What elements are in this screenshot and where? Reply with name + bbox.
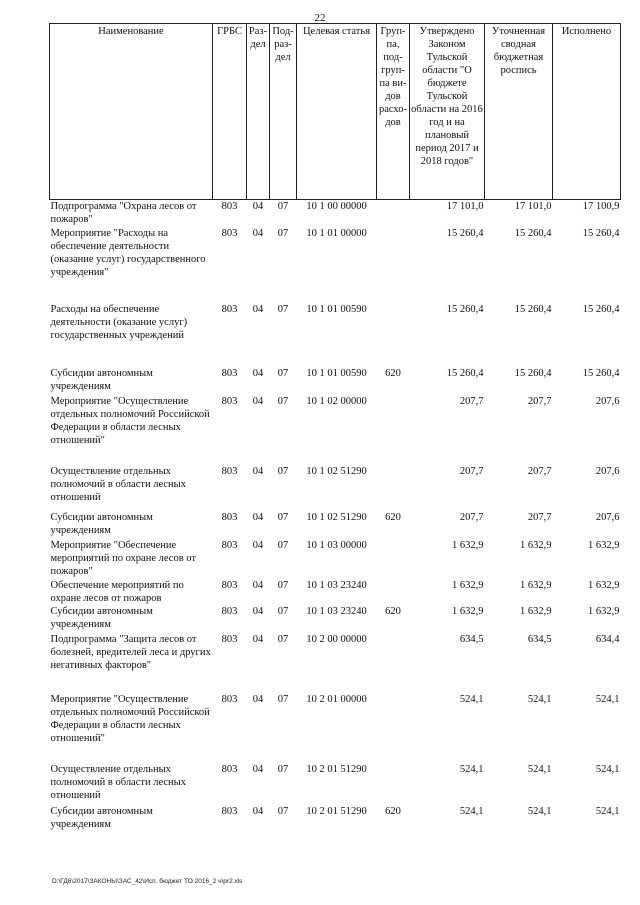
row-approved-cell: 207,7: [459, 511, 484, 523]
row-grbs-cell: 803: [221, 605, 238, 617]
row-razdel-cell: 04: [252, 539, 264, 551]
row-executed-cell: 524,1: [595, 805, 620, 817]
row-grbs-cell: 803: [221, 511, 238, 523]
row-grbs-cell: 803: [221, 693, 238, 705]
row-approved-cell: 15 260,4: [446, 227, 484, 239]
row-executed-cell: 15 260,4: [582, 227, 620, 239]
row-approved-cell: 524,1: [459, 805, 484, 817]
row-vr-cell: 620: [385, 511, 401, 523]
row-target-cell: 10 2 01 51290: [306, 805, 367, 817]
row-podrazdel-cell: 07: [277, 693, 289, 705]
row-approved-cell: 15 260,4: [446, 303, 484, 315]
column-header-target: Целевая статья: [297, 24, 377, 200]
row-name-cell: Субсидии автономным учреждениям: [50, 805, 153, 830]
row-refined-cell: 1 632,9: [520, 605, 552, 617]
row-razdel-cell: 04: [252, 227, 264, 239]
row-target-cell: 10 1 01 00000: [306, 227, 367, 239]
row-approved-cell: 17 101,0: [446, 201, 484, 212]
row-vr-cell: [377, 693, 410, 763]
row-vr-cell: [377, 633, 410, 693]
row-podrazdel-cell: 07: [277, 605, 289, 617]
row-grbs-cell: 803: [221, 805, 238, 817]
row-approved-cell: 207,7: [459, 395, 484, 407]
row-podrazdel-cell: 07: [277, 763, 289, 775]
row-name-cell: Подпрограмма "Охрана лесов от пожаров": [50, 201, 197, 225]
row-podrazdel-cell: 07: [277, 805, 289, 817]
row-target-cell: 10 2 01 51290: [306, 763, 367, 775]
footer-file-path: D:\ГД6\2017\ЗАКОНЫ\ЗАС_42\Исп. бюджет ТО 2016_2 ч\pr2.xls: [52, 878, 243, 885]
row-grbs-cell: 803: [221, 539, 238, 551]
row-vr-cell: 620: [385, 805, 401, 817]
row-executed-cell: 1 632,9: [588, 539, 620, 551]
row-podrazdel-cell: 07: [277, 367, 289, 379]
row-target-cell: 10 1 02 00000: [306, 395, 367, 407]
row-approved-cell: 1 632,9: [452, 539, 484, 551]
row-grbs-cell: 803: [221, 395, 238, 407]
row-razdel-cell: 04: [252, 693, 264, 705]
table-body: [50, 200, 621, 835]
row-approved-cell: 524,1: [459, 763, 484, 775]
row-podrazdel-cell: 07: [277, 539, 289, 551]
row-name-cell: Мероприятие "Осуществление отдельных полномочий Российской Федерации в области лесных отношений": [50, 693, 210, 744]
row-razdel-cell: 04: [252, 805, 264, 817]
row-vr-cell: [377, 465, 410, 511]
row-executed-cell: 524,1: [595, 763, 620, 775]
row-approved-cell: 1 632,9: [452, 605, 484, 617]
row-approved-cell: 634,5: [459, 633, 484, 645]
row-podrazdel-cell: 07: [277, 227, 289, 239]
table-row: [50, 693, 621, 763]
row-razdel-cell: 04: [252, 465, 264, 477]
row-refined-cell: 15 260,4: [514, 367, 552, 379]
row-executed-cell: 17 100,9: [582, 201, 620, 212]
table-row: [50, 200, 621, 227]
row-name-cell: Обеспечение мероприятий по охране лесов от пожаров: [50, 579, 184, 604]
row-podrazdel-cell: 07: [277, 511, 289, 523]
row-refined-cell: 524,1: [527, 805, 552, 817]
row-podrazdel-cell: 07: [277, 465, 289, 477]
table-row: [50, 539, 621, 579]
column-header-approved: Утверждено Законом Тульской области "О бюджете Тульской области на 2016 год и на плановый период 2017 и 2018 годов": [410, 24, 485, 200]
row-vr-cell: [377, 579, 410, 605]
row-approved-cell: 15 260,4: [446, 367, 484, 379]
row-target-cell: 10 1 02 51290: [306, 465, 367, 477]
row-grbs-cell: 803: [221, 633, 238, 645]
row-vr-cell: [377, 227, 410, 303]
row-refined-cell: 634,5: [527, 633, 552, 645]
row-name-cell: Субсидии автономным учреждениям: [50, 511, 153, 536]
row-refined-cell: 1 632,9: [520, 539, 552, 551]
row-vr-cell: [377, 539, 410, 579]
row-name-cell: Мероприятие "Расходы на обеспечение деятельности (оказание услуг) государственного учреждения": [50, 227, 206, 278]
table-row: [50, 303, 621, 367]
row-approved-cell: 207,7: [459, 465, 484, 477]
row-name-cell: Расходы на обеспечение деятельности (оказание услуг) государственных учреждений: [50, 303, 188, 341]
column-header-grbs: ГРБС: [213, 24, 247, 200]
row-executed-cell: 15 260,4: [582, 367, 620, 379]
row-target-cell: 10 1 03 23240: [306, 605, 367, 617]
row-target-cell: 10 1 00 00000: [306, 201, 367, 212]
column-header-refined: Уточненная сводная бюджетная роспись: [485, 24, 553, 200]
row-vr-cell: [377, 303, 410, 367]
row-name-cell: Субсидии автономным учреждениям: [50, 605, 153, 630]
row-razdel-cell: 04: [252, 511, 264, 523]
table-header-row: [50, 24, 621, 200]
table-row: [50, 763, 621, 805]
row-razdel-cell: 04: [252, 303, 264, 315]
row-executed-cell: 524,1: [595, 693, 620, 705]
row-refined-cell: 1 632,9: [520, 579, 552, 591]
row-name-cell: Подпрограмма "Защита лесов от болезней, вредителей леса и других негативных факторов": [50, 633, 211, 671]
row-razdel-cell: 04: [252, 201, 264, 212]
row-vr-cell: 620: [385, 367, 401, 379]
row-executed-cell: 15 260,4: [582, 303, 620, 315]
row-target-cell: 10 1 03 00000: [306, 539, 367, 551]
row-podrazdel-cell: 07: [277, 633, 289, 645]
table-row: [50, 511, 621, 539]
row-name-cell: Субсидии автономным учреждениям: [50, 367, 153, 392]
row-name-cell: Мероприятие "Обеспечение мероприятий по охране лесов от пожаров": [50, 539, 196, 577]
row-name-cell: Осуществление отдельных полномочий в области лесных отношений: [50, 763, 186, 801]
row-vr-cell: [377, 763, 410, 805]
table-row: [50, 465, 621, 511]
table-row: [50, 805, 621, 835]
row-refined-cell: 17 101,0: [514, 201, 552, 212]
column-header-podrazdel: Под-раз-дел: [270, 24, 297, 200]
row-grbs-cell: 803: [221, 579, 238, 591]
row-razdel-cell: 04: [252, 763, 264, 775]
row-grbs-cell: 803: [221, 465, 238, 477]
row-razdel-cell: 04: [252, 605, 264, 617]
row-grbs-cell: 803: [221, 227, 238, 239]
row-refined-cell: 207,7: [527, 465, 552, 477]
row-razdel-cell: 04: [252, 367, 264, 379]
row-approved-cell: 524,1: [459, 693, 484, 705]
row-razdel-cell: 04: [252, 579, 264, 591]
row-target-cell: 10 1 01 00590: [306, 303, 367, 315]
row-executed-cell: 207,6: [595, 395, 620, 407]
table-row: [50, 227, 621, 303]
budget-table: [49, 23, 621, 835]
column-header-executed: Исполнено: [553, 24, 621, 200]
table-row: [50, 633, 621, 693]
column-header-name: Наименование: [50, 24, 213, 200]
row-grbs-cell: 803: [221, 763, 238, 775]
row-executed-cell: 1 632,9: [588, 605, 620, 617]
row-refined-cell: 524,1: [527, 693, 552, 705]
row-grbs-cell: 803: [221, 201, 238, 212]
row-podrazdel-cell: 07: [277, 395, 289, 407]
table-row: [50, 579, 621, 605]
row-refined-cell: 15 260,4: [514, 227, 552, 239]
row-razdel-cell: 04: [252, 395, 264, 407]
row-razdel-cell: 04: [252, 633, 264, 645]
row-target-cell: 10 1 01 00590: [306, 367, 367, 379]
page-number: 22: [314, 12, 326, 24]
table-row: [50, 605, 621, 633]
row-refined-cell: 207,7: [527, 511, 552, 523]
row-refined-cell: 15 260,4: [514, 303, 552, 315]
row-executed-cell: 1 632,9: [588, 579, 620, 591]
row-target-cell: 10 2 00 00000: [306, 633, 367, 645]
row-grbs-cell: 803: [221, 367, 238, 379]
table-row: [50, 367, 621, 395]
row-executed-cell: 207,6: [595, 511, 620, 523]
row-podrazdel-cell: 07: [277, 303, 289, 315]
row-podrazdel-cell: 07: [277, 201, 289, 212]
row-grbs-cell: 803: [221, 303, 238, 315]
row-executed-cell: 207,6: [595, 465, 620, 477]
row-target-cell: 10 1 02 51290: [306, 511, 367, 523]
row-approved-cell: 1 632,9: [452, 579, 484, 591]
row-vr-cell: [377, 200, 410, 227]
row-target-cell: 10 1 03 23240: [306, 579, 367, 591]
row-target-cell: 10 2 01 00000: [306, 693, 367, 705]
row-refined-cell: 524,1: [527, 763, 552, 775]
row-refined-cell: 207,7: [527, 395, 552, 407]
row-podrazdel-cell: 07: [277, 579, 289, 591]
row-executed-cell: 634,4: [595, 633, 620, 645]
row-name-cell: Мероприятие "Осуществление отдельных полномочий Российской Федерации в области лесных отношений": [50, 395, 210, 446]
column-header-razdel: Раз-дел: [247, 24, 270, 200]
row-vr-cell: 620: [385, 605, 401, 617]
row-vr-cell: [377, 395, 410, 465]
row-name-cell: Осуществление отдельных полномочий в области лесных отношений: [50, 465, 186, 503]
table-row: [50, 395, 621, 465]
column-header-vr: Груп-па, под-груп-па ви-дов расхо-дов: [377, 24, 410, 200]
